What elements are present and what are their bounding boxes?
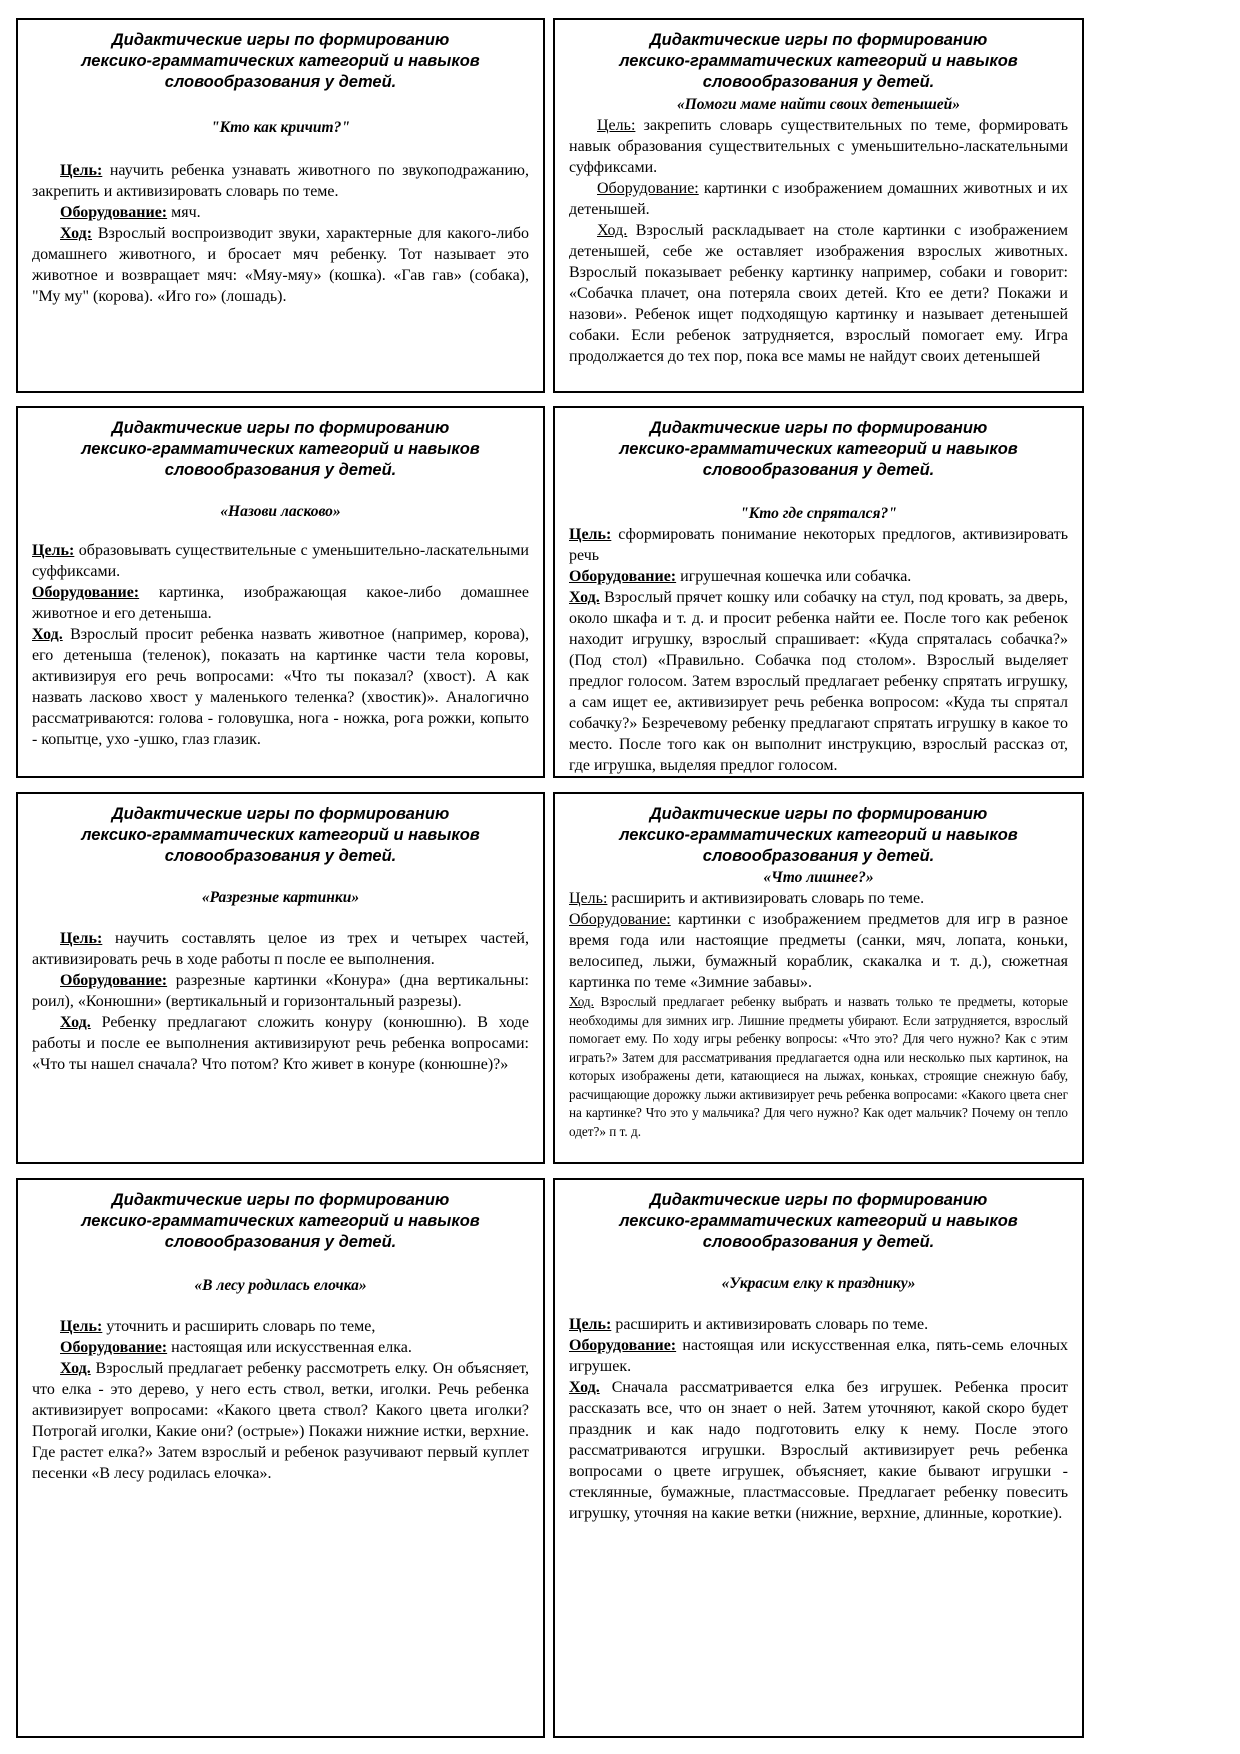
game-title: «Назови ласково» [220, 503, 341, 520]
card-header: Дидактические игры по формированию лексико-грамматических категорий и навыков словообразования у детей. [81, 1191, 480, 1251]
goal-text: образовывать существительные с уменьшительно-ласкательными суффиксами. [32, 542, 529, 580]
game-title: «Украсим елку к празднику» [721, 1275, 916, 1292]
game-card-5 [16, 792, 545, 1164]
procedure-label: Ход. [597, 222, 628, 239]
equipment-label: Оборудование: [569, 911, 671, 928]
procedure-text: Взрослый воспроизводит звуки, характерные для какого-либо домашнего животного, и бросает мяч ребенку. Тот называет это животное и возвращает мяч: «Мяу-мяу» (кошка). «Гав гав» (собака), "Му му" (корова). «Иго го» (лошадь). [32, 225, 529, 305]
procedure-label: Ход. [569, 994, 594, 1009]
goal-text: научить ребенка узнавать животного по звукоподражанию, закрепить и активизировать словарь по теме. [32, 162, 529, 200]
game-title: «Что лишнее?» [763, 869, 874, 886]
procedure-paragraph [569, 220, 1068, 367]
goal-paragraph [569, 1314, 1068, 1335]
procedure-label: Ход. [60, 1014, 91, 1031]
procedure-paragraph [32, 624, 529, 750]
equipment-paragraph [32, 1337, 529, 1358]
equipment-text: настоящая или искусственная елка. [167, 1339, 412, 1356]
procedure-label: Ход. [569, 1379, 600, 1396]
card-header: Дидактические игры по формированию лексико-грамматических категорий и навыков словообразования у детей. [619, 31, 1018, 91]
game-card-3 [16, 406, 545, 778]
equipment-text: картинки с изображением домашних животных и их детенышей. [569, 180, 1068, 218]
goal-paragraph [569, 888, 1068, 909]
goal-label: Цель: [60, 1318, 103, 1335]
goal-text: сформировать понимание некоторых предлогов, активизировать речь [569, 526, 1068, 564]
goal-text: научить составлять целое из трех и четырех частей, активизировать речь в ходе работы п после ее выполнения. [32, 930, 529, 968]
goal-paragraph [32, 540, 529, 582]
equipment-text: разрезные картинки «Конура» (дна вертикальны: роил), «Конюшни» (вертикальный и горизонтальный разрезы). [32, 972, 529, 1010]
procedure-label: Ход. [569, 589, 600, 606]
equipment-paragraph [32, 582, 529, 624]
procedure-text: Взрослый предлагает ребенку рассмотреть елку. Он объясняет, что елка - это дерево, у него есть ствол, ветки, иголки. Речь ребенка активизирует вопросами: «Какого цвета ствол? Какого цвета иголки? Потрогай иголки, Какие они? (острые») Покажи нижние истки, верхние. Где растет елка?» Затем взрослый и ребенок разучивают первый куплет песенки «В лесу родилась елочка». [32, 1360, 529, 1482]
game-card-7 [16, 1178, 545, 1738]
procedure-label: Ход: [60, 225, 93, 242]
goal-paragraph [32, 928, 529, 970]
goal-label: Цель: [569, 526, 612, 543]
equipment-text: игрушечная кошечка или собачка. [676, 568, 912, 585]
game-title: «Помоги маме найти своих детенышей» [676, 96, 961, 113]
card-header: Дидактические игры по формированию лексико-грамматических категорий и навыков словообразования у детей. [81, 805, 480, 865]
procedure-label: Ход. [32, 626, 63, 643]
goal-text: расширить и активизировать словарь по теме. [611, 1316, 929, 1333]
game-card-1 [16, 18, 545, 393]
game-card-2 [553, 18, 1084, 393]
goal-label: Цель: [60, 162, 103, 179]
equipment-label: Оборудование: [60, 204, 168, 221]
equipment-text: настоящая или искусственная елка, пять-семь елочных игрушек. [569, 1337, 1068, 1375]
procedure-text: Взрослый раскладывает на столе картинки с изображением детенышей, себе же оставляет изображения взрослых животных. Взрослый показывает ребенку картинку например, собаки и говорит: «Собачка плачет, она потеряла своих детей. Кто ее дети? Покажи и назови». Ребенок ищет подходящую картинку и называет детенышей собаки. Если ребенок затрудняется, взрослый помогает ему. Игра продолжается до тех пор, пока все мамы не найдут своих детенышей [569, 222, 1068, 365]
card-header: Дидактические игры по формированию лексико-грамматических категорий и навыков словообразования у детей. [81, 31, 480, 91]
card-header: Дидактические игры по формированию лексико-грамматических категорий и навыков словообразования у детей. [619, 419, 1018, 479]
equipment-paragraph [569, 178, 1068, 220]
procedure-paragraph [32, 223, 529, 307]
equipment-label: Оборудование: [60, 1339, 168, 1356]
equipment-paragraph [569, 566, 1068, 587]
procedure-paragraph [32, 1358, 529, 1484]
goal-label: Цель: [569, 890, 608, 907]
goal-text: закрепить словарь существительных по теме, формировать навык образования существительных с уменьшительно-ласкательными суффиксами. [569, 117, 1068, 176]
card-header: Дидактические игры по формированию лексико-грамматических категорий и навыков словообразования у детей. [619, 1191, 1018, 1251]
equipment-text: мяч. [167, 204, 201, 221]
procedure-paragraph [32, 1012, 529, 1075]
game-card-6 [553, 792, 1084, 1164]
procedure-paragraph [569, 1377, 1068, 1524]
procedure-text: Ребенку предлагают сложить конуру (конюшню). В ходе работы и после ее выполнения активизируют речь ребенка вопросами: «Что ты нашел сначала? Что потом? Кто живет в конуре (конюшне)?» [32, 1014, 529, 1073]
goal-label: Цель: [60, 930, 103, 947]
procedure-label: Ход. [60, 1360, 91, 1377]
game-title: "Кто как кричит?" [211, 119, 350, 136]
card-header: Дидактические игры по формированию лексико-грамматических категорий и навыков словообразования у детей. [619, 805, 1018, 865]
goal-paragraph [32, 160, 529, 202]
game-title: «Разрезные картинки» [201, 889, 360, 906]
goal-label: Цель: [569, 1316, 612, 1333]
procedure-text: Взрослый просит ребенка назвать животное (например, корова), его детеныша (теленок), показать на картинке части тела коровы, активизируя его речь вопросами: «Что ты показал? (хвост). А как назвать ласково хвост у маленького теленка? (хвостик)». Аналогично рассматриваются: голова - головушка, нога - ножка, рога рожки, копыто - копытце, ухо -ушко, глаз глазик. [32, 626, 529, 748]
equipment-paragraph [569, 909, 1068, 993]
procedure-paragraph [569, 993, 1068, 1141]
goal-paragraph [569, 524, 1068, 566]
equipment-paragraph [32, 202, 529, 223]
game-card-8 [553, 1178, 1084, 1738]
procedure-text: Сначала рассматривается елка без игрушек. Ребенка просит рассказать все, что он знает о ней. Затем уточняют, какой скоро будет праздник и как надо подготовить елку к нему. После этого рассматриваются игрушки. Взрослый активизирует речь ребенка вопросами о цвете игрушек, объясняет, какие бывают игрушки - стеклянные, бумажные, пластмассовые. Предлагает ребенку повесить игрушку, уточняя на какие ветки (нижние, верхние, длинные, короткие). [569, 1379, 1068, 1522]
equipment-text: картинка, изображающая какое-либо домашнее животное и его детеныша. [32, 584, 529, 622]
equipment-paragraph [569, 1335, 1068, 1377]
goal-label: Цель: [597, 117, 636, 134]
equipment-label: Оборудование: [60, 972, 168, 989]
goal-text: расширить и активизировать словарь по теме. [607, 890, 925, 907]
game-card-4 [553, 406, 1084, 778]
game-title: "Кто где спрятался?" [740, 505, 897, 522]
procedure-paragraph [569, 587, 1068, 776]
goal-paragraph [32, 1316, 529, 1337]
procedure-text: Взрослый прячет кошку или собачку на стул, под кровать, за дверь, около шкафа и т. д. и просит ребенка найти ее. После того как ребенок находит игрушку, взрослый спрашивает: «Куда спряталась собачка?» (Под стол) «Правильно. Собачка под столом». Взрослый выделяет предлог голосом. Затем взрослый предлагает ребенку спрятать игрушку, а сам ищет ее, активизирует речь ребенка вопросом: «Куда ты спрятал собачку?» Безречевому ребенку предлагают спрятать игрушку в какое то место. После того как он выполнит инструкцию, взрослый рассказ от, где игрушка, выделяя предлог голосом. [569, 589, 1068, 774]
equipment-label: Оборудование: [32, 584, 140, 601]
goal-label: Цель: [32, 542, 75, 559]
equipment-label: Оборудование: [569, 568, 677, 585]
goal-paragraph [569, 115, 1068, 178]
equipment-label: Оборудование: [597, 180, 699, 197]
equipment-label: Оборудование: [569, 1337, 677, 1354]
game-title: «В лесу родилась елочка» [194, 1277, 367, 1294]
equipment-paragraph [32, 970, 529, 1012]
equipment-text: картинки с изображением предметов для игр в разное время года или настоящие предметы (санки, мяч, лопата, коньки, велосипед, лыжи, бумажный кораблик, скакалка и т. д.), сюжетная картинка по теме «Зимние забавы». [569, 911, 1068, 991]
card-header: Дидактические игры по формированию лексико-грамматических категорий и навыков словообразования у детей. [81, 419, 480, 479]
goal-text: уточнить и расширить словарь по теме, [102, 1318, 376, 1335]
procedure-text: Взрослый предлагает ребенку выбрать и назвать только те предметы, которые необходимы для зимних игр. Лишние предметы убирают. Если затрудняется, взрослый помогает ему. По ходу игры ребенку вопросы: «Что это? Для чего нужно? Как с этим играть?» Затем для рассматривания предлагается одна или несколько пых картинок, на которых изображены дети, катающиеся на лыжах, коньках, строящие снежную бабу, расчищающие дорожку лыжи активизирует речь ребенка вопросами: «Какого цвета снег на картинке? Что это у мальчика? Для чего нужно? Как одет мальчик? Почему он тепло одет?» п т. д. [569, 994, 1068, 1139]
